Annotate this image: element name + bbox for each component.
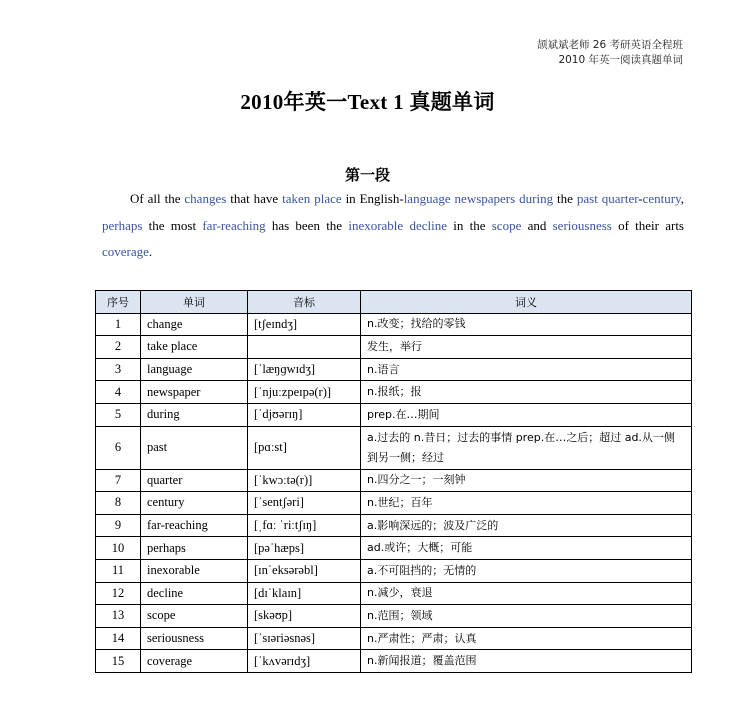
cell-phonetic: [ˈkʌvərɪdʒ] xyxy=(248,650,361,673)
passage-text: the most xyxy=(142,217,203,233)
table-row xyxy=(96,313,692,336)
passage-text: and xyxy=(521,217,553,233)
keyword: changes xyxy=(184,191,227,206)
table-row xyxy=(96,358,692,381)
cell-word: change xyxy=(141,313,248,336)
keyword: decline xyxy=(409,217,447,233)
cell-phonetic: [ˈdjʊərɪŋ] xyxy=(248,403,361,426)
cell-word: newspaper xyxy=(141,381,248,404)
table-row xyxy=(96,381,692,404)
passage-text: . xyxy=(148,244,153,259)
passage-text: has been the xyxy=(265,217,349,233)
table-row xyxy=(96,537,692,560)
header-line-course: 颉斌斌老师 26 考研英语全程班 xyxy=(536,39,683,51)
passage-text: , xyxy=(680,191,685,206)
cell-number: 2 xyxy=(96,336,141,359)
cell-word: perhaps xyxy=(141,537,248,560)
keyword: scope xyxy=(491,217,522,233)
keyword: perhaps xyxy=(102,217,143,233)
table-row xyxy=(96,650,692,673)
cell-word: far-reaching xyxy=(141,514,248,537)
passage-text: in the xyxy=(447,217,492,233)
cell-meaning: a.过去的 n.昔日；过去的事情 prep.在…之后；超过 ad.从一侧到另一侧；经过 xyxy=(361,426,692,469)
vocabulary-table xyxy=(95,290,692,673)
keyword: seriousness xyxy=(552,217,612,233)
cell-phonetic: [skəʊp] xyxy=(248,605,361,628)
cell-meaning: n.新闻报道；覆盖范围 xyxy=(361,650,692,673)
column-header-number: 序号 xyxy=(96,291,141,314)
table-body xyxy=(96,313,692,672)
cell-meaning: prep.在…期间 xyxy=(361,403,692,426)
cell-number: 14 xyxy=(96,627,141,650)
cell-phonetic: [ˌfɑː ˈriːtʃɪŋ] xyxy=(248,514,361,537)
cell-phonetic: [pəˈhæps] xyxy=(248,537,361,560)
section-title: 第一段 xyxy=(344,168,390,184)
column-header-meaning: 词义 xyxy=(361,291,692,314)
cell-number: 4 xyxy=(96,381,141,404)
table-row xyxy=(96,403,692,426)
cell-meaning: n.报纸；报 xyxy=(361,381,692,404)
cell-phonetic xyxy=(248,336,361,359)
passage-text: - xyxy=(638,191,643,206)
cell-word: coverage xyxy=(141,650,248,673)
cell-number: 10 xyxy=(96,537,141,560)
cell-number: 9 xyxy=(96,514,141,537)
cell-meaning: n.改变；找给的零钱 xyxy=(361,313,692,336)
passage-paragraph xyxy=(102,186,684,266)
cell-meaning: ad.或许；大概；可能 xyxy=(361,537,692,560)
cell-number: 8 xyxy=(96,492,141,515)
cell-word: quarter xyxy=(141,469,248,492)
cell-phonetic: [pɑːst] xyxy=(248,426,361,469)
passage-text: Of all the xyxy=(130,191,185,206)
table-row xyxy=(96,426,692,469)
cell-number: 13 xyxy=(96,605,141,628)
document-header xyxy=(537,38,683,68)
cell-meaning: n.四分之一；一刻钟 xyxy=(361,469,692,492)
cell-word: during xyxy=(141,403,248,426)
table-header-row xyxy=(96,291,692,314)
cell-meaning: n.世纪；百年 xyxy=(361,492,692,515)
keyword: inexorable xyxy=(348,217,404,233)
cell-meaning: n.语言 xyxy=(361,358,692,381)
keyword: newspapers xyxy=(454,191,516,206)
table-row xyxy=(96,469,692,492)
keyword: coverage xyxy=(102,244,149,259)
table-row xyxy=(96,605,692,628)
cell-number: 15 xyxy=(96,650,141,673)
passage-text: of their arts xyxy=(611,217,684,233)
cell-phonetic: [ˈlæŋɡwɪdʒ] xyxy=(248,358,361,381)
column-header-phonetic: 音标 xyxy=(248,291,361,314)
page-title: 2010年英一Text 1 真题单词 xyxy=(240,90,495,114)
cell-phonetic: [dɪˈklaɪn] xyxy=(248,582,361,605)
cell-meaning: a.不可阻挡的；无情的 xyxy=(361,559,692,582)
header-line-subject: 2010 年英一阅读真题单词 xyxy=(558,54,683,66)
keyword: century xyxy=(642,191,681,206)
keyword: language xyxy=(403,191,451,206)
passage-text: that have xyxy=(226,191,283,206)
cell-number: 11 xyxy=(96,559,141,582)
passage-text: in English- xyxy=(341,191,404,206)
cell-phonetic: [ˈsɪəriəsnəs] xyxy=(248,627,361,650)
cell-number: 1 xyxy=(96,313,141,336)
table-row xyxy=(96,582,692,605)
cell-word: seriousness xyxy=(141,627,248,650)
keyword: during xyxy=(519,191,554,206)
passage-text: the xyxy=(553,191,577,206)
keyword: taken place xyxy=(282,191,342,206)
cell-word: take place xyxy=(141,336,248,359)
cell-meaning: 发生，举行 xyxy=(361,336,692,359)
cell-number: 3 xyxy=(96,358,141,381)
cell-word: century xyxy=(141,492,248,515)
cell-number: 5 xyxy=(96,403,141,426)
table-row xyxy=(96,336,692,359)
cell-meaning: n.减少，衰退 xyxy=(361,582,692,605)
table-row xyxy=(96,627,692,650)
column-header-word: 单词 xyxy=(141,291,248,314)
keyword: past quarter xyxy=(576,191,639,206)
cell-word: inexorable xyxy=(141,559,248,582)
cell-phonetic: [tʃeɪndʒ] xyxy=(248,313,361,336)
cell-number: 7 xyxy=(96,469,141,492)
table-row xyxy=(96,559,692,582)
keyword: far-reaching xyxy=(202,217,266,233)
cell-meaning: n.范围；领域 xyxy=(361,605,692,628)
cell-meaning: n.严肃性；严肃；认真 xyxy=(361,627,692,650)
cell-word: past xyxy=(141,426,248,469)
cell-phonetic: [ˈkwɔːtə(r)] xyxy=(248,469,361,492)
cell-word: decline xyxy=(141,582,248,605)
cell-phonetic: [ˈnjuːzpeɪpə(r)] xyxy=(248,381,361,404)
cell-meaning: a.影响深远的；波及广泛的 xyxy=(361,514,692,537)
cell-word: language xyxy=(141,358,248,381)
cell-number: 12 xyxy=(96,582,141,605)
cell-phonetic: [ˈsentʃəri] xyxy=(248,492,361,515)
cell-word: scope xyxy=(141,605,248,628)
cell-phonetic: [ɪnˈeksərəbl] xyxy=(248,559,361,582)
cell-number: 6 xyxy=(96,426,141,469)
table-row xyxy=(96,514,692,537)
table-row xyxy=(96,492,692,515)
